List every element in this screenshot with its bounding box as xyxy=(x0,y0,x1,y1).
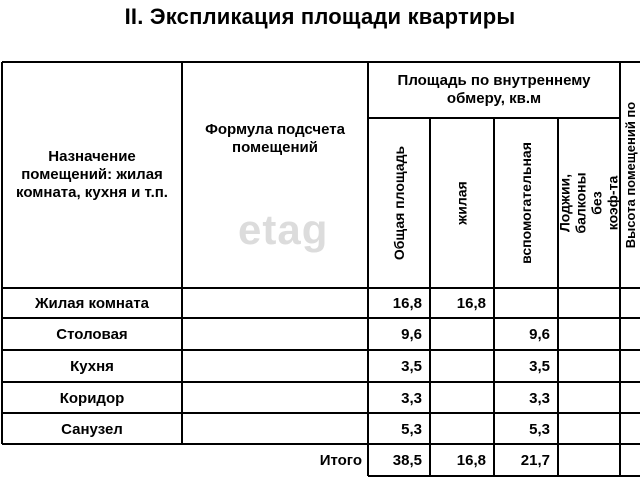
totals-aux: 21,7 xyxy=(520,452,550,469)
row-name: Санузел xyxy=(61,420,123,438)
totals-label: Итого xyxy=(319,452,362,469)
row-name: Коридор xyxy=(59,389,125,407)
cell-total: 16,8 xyxy=(392,295,422,312)
header-purpose-text: Назначение помещений: жилая комната, кухня и т.п. xyxy=(16,148,168,201)
header-formula xyxy=(184,64,366,214)
header-total-area xyxy=(370,120,428,286)
totals-total: 38,5 xyxy=(392,452,422,469)
totals-living: 16,8 xyxy=(456,452,486,469)
cell-total: 3,3 xyxy=(401,389,422,407)
cell-living xyxy=(432,384,492,413)
header-living-text: жилая xyxy=(453,181,470,225)
cell-aux xyxy=(496,290,556,318)
cell-aux: 5,3 xyxy=(529,420,550,438)
cell-total: 9,6 xyxy=(401,326,422,343)
watermark: etag xyxy=(238,206,329,253)
header-auxiliary-text: вспомогательная xyxy=(518,142,535,264)
header-loggias xyxy=(557,120,622,286)
cell-living xyxy=(432,352,492,382)
header-purpose xyxy=(4,64,180,286)
row-name: Столовая xyxy=(56,326,128,343)
header-height-text: Высота помещений по xyxy=(623,101,639,249)
cell-living xyxy=(432,320,492,350)
cell-aux: 9,6 xyxy=(529,326,550,343)
row-name: Жилая комната xyxy=(34,295,150,312)
cell-living xyxy=(432,415,492,444)
row-name: Кухня xyxy=(70,358,114,375)
header-auxiliary xyxy=(496,120,556,286)
header-loggias-text: Лоджии, балконы без коэф-та xyxy=(557,172,622,234)
header-area-group-text: Площадь по внутреннему обмеру, кв.м xyxy=(397,72,591,107)
header-formula-text: Формула подсчета помещений xyxy=(205,121,345,156)
cell-aux: 3,5 xyxy=(529,358,550,375)
header-living xyxy=(432,120,492,286)
cell-aux: 3,3 xyxy=(529,389,550,407)
header-area-group xyxy=(370,64,618,116)
document-title: II. Экспликация площади квартиры xyxy=(124,4,516,29)
cell-total: 3,5 xyxy=(401,358,422,375)
cell-total: 5,3 xyxy=(401,420,422,438)
header-total-area-text: Общая площадь xyxy=(391,145,408,261)
header-height xyxy=(622,64,640,286)
cell-living: 16,8 xyxy=(456,295,486,312)
